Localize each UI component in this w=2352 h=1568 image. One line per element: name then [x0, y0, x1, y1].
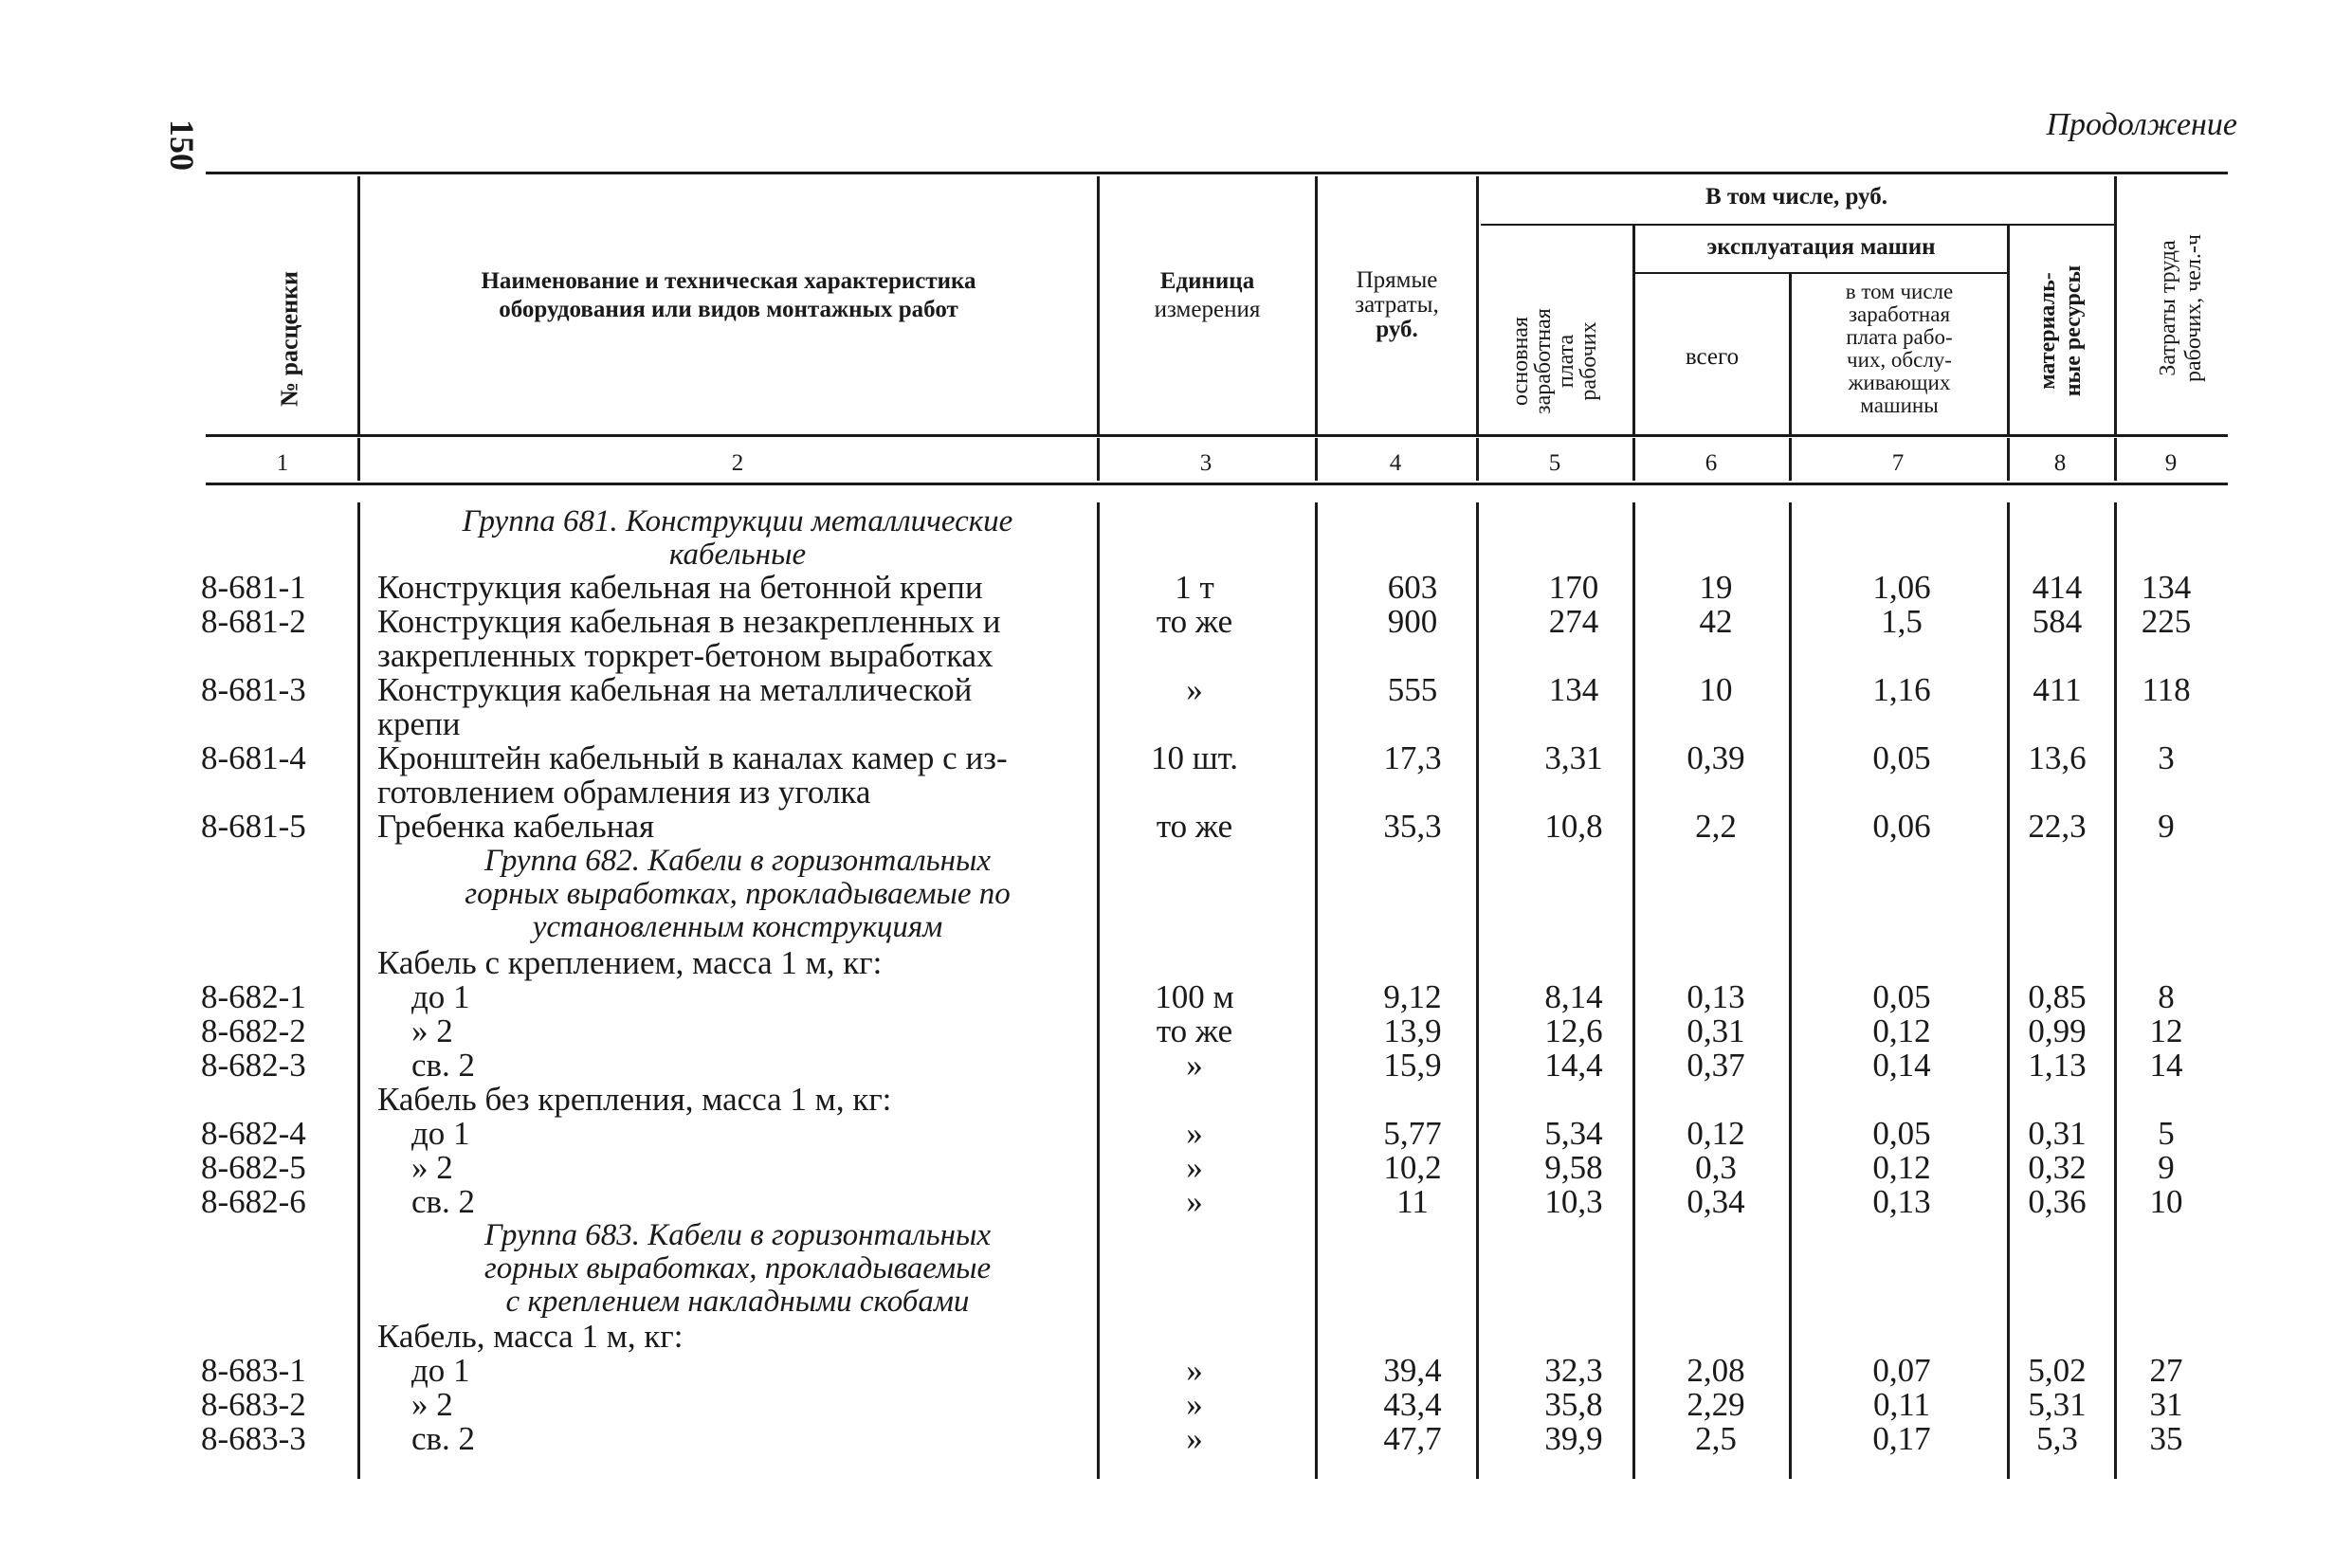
labor: 9: [2158, 808, 2175, 845]
header-bottom-rule: [206, 434, 2228, 437]
direct-costs: 11: [1396, 1183, 1429, 1220]
machines-wages: 0,06: [1872, 808, 1931, 845]
header-col8-line1: материаль-: [2035, 272, 2060, 390]
col-divider-8: [2114, 176, 2117, 434]
machines-total: 0,34: [1687, 1183, 1745, 1220]
item-name: св. 2: [411, 1420, 476, 1457]
group-683-line2: горных выработках, прокладываемые: [483, 1251, 992, 1285]
materials: 411: [2033, 671, 2082, 708]
unit: 10 шт.: [1150, 739, 1239, 776]
header-col9: [2156, 194, 2207, 422]
machines-total: 0,39: [1687, 739, 1745, 776]
direct-costs: 17,3: [1383, 739, 1442, 776]
subhead-text: Кабель, масса 1 м, кг:: [377, 1318, 684, 1355]
group-681-heading: [377, 505, 1098, 572]
item-name: до 1: [411, 1352, 470, 1389]
colnum-divider-1: [357, 438, 360, 481]
direct-costs: 47,7: [1383, 1420, 1442, 1457]
materials: 5,31: [2028, 1386, 2087, 1423]
unit: »: [1186, 671, 1203, 708]
machines-wages: 0,11: [1873, 1386, 1930, 1423]
machines-wages: 0,13: [1872, 1183, 1931, 1220]
unit: то же: [1156, 808, 1233, 845]
materials: 1,13: [2028, 1047, 2087, 1084]
unit: »: [1186, 1352, 1203, 1389]
materials: 22,3: [2028, 808, 2087, 845]
table-row: [0, 980, 2352, 1014]
header-col4: [1318, 268, 1476, 342]
header-col5-line4: рабочих: [1577, 321, 1601, 401]
base-wages: 35,8: [1544, 1386, 1603, 1423]
group-683-heading: [377, 1219, 1098, 1319]
materials: 0,31: [2028, 1115, 2087, 1152]
direct-costs: 39,4: [1383, 1352, 1442, 1389]
header-col3-line2: измерения: [1154, 297, 1261, 322]
header-col5-line1: основная: [1508, 317, 1533, 406]
colnum-1: 1: [276, 450, 289, 476]
unit: »: [1186, 1149, 1203, 1186]
base-wages: 32,3: [1544, 1352, 1603, 1389]
machines-wages: 1,16: [1872, 671, 1931, 708]
base-wages: 39,9: [1544, 1420, 1603, 1457]
labor: 9: [2158, 1149, 2175, 1186]
labor: 35: [2149, 1420, 2183, 1457]
col-divider-4: [1476, 176, 1479, 434]
direct-costs: 603: [1387, 569, 1438, 606]
unit: »: [1186, 1115, 1203, 1152]
header-col5: [1509, 266, 1600, 456]
item-name: до 1: [411, 978, 470, 1015]
machines-total: 0,13: [1687, 978, 1745, 1015]
rate-code: 8-682-1: [201, 978, 306, 1015]
header-col4-line3: руб.: [1376, 317, 1418, 342]
item-name-cont: крепи: [377, 705, 461, 742]
rate-code: 8-682-2: [201, 1012, 306, 1049]
table-row: [0, 741, 2352, 775]
base-wages: 9,58: [1544, 1149, 1603, 1186]
machines-total: 2,29: [1687, 1386, 1745, 1423]
table-row: [0, 673, 2352, 707]
labor: 134: [2141, 569, 2192, 606]
header-col5-line2: заработная: [1531, 308, 1556, 414]
direct-costs: 13,9: [1383, 1012, 1442, 1049]
base-wages: 10,3: [1544, 1183, 1603, 1220]
machines-total: 2,08: [1687, 1352, 1745, 1389]
header-col1: № расценки: [275, 270, 303, 408]
group-681-line1: Группа 681. Конструкции металлические: [462, 504, 1013, 538]
labor: 14: [2149, 1047, 2183, 1084]
header-col8-line2: ные ресурсы: [2061, 264, 2086, 397]
header-col3: [1100, 267, 1315, 324]
item-name-cont: закрепленных торкрет-бетоном выработках: [377, 637, 994, 674]
machines-wages: 0,14: [1872, 1047, 1931, 1084]
group-682-line2: горных выработках, прокладываемые по: [465, 877, 1011, 911]
machines-title-rule: [1632, 272, 2010, 274]
colnum-divider-6: [1789, 438, 1792, 481]
item-name: св. 2: [411, 1183, 476, 1220]
colnum-7: 7: [1891, 450, 1905, 476]
header-col2-line2: оборудования или видов монтажных работ: [499, 297, 958, 322]
group-683-line3: с креплением накладными скобами: [505, 1285, 970, 1319]
materials: 0,85: [2028, 978, 2087, 1015]
base-wages: 3,31: [1544, 739, 1603, 776]
continuation-label: Продолжение: [2046, 107, 2237, 142]
unit: то же: [1156, 603, 1233, 640]
header-col4-line2: затраты,: [1355, 292, 1439, 318]
machines-wages: 0,05: [1872, 739, 1931, 776]
header-col6: всего: [1685, 344, 1740, 370]
group-683-line1: Группа 683. Кабели в горизонтальных: [483, 1218, 992, 1252]
colnum-2: 2: [731, 450, 744, 476]
table-row: [0, 571, 2352, 605]
item-name-cont: готовлением обрамления из уголка: [377, 774, 871, 811]
colnum-divider-2: [1097, 438, 1100, 481]
machines-total: 19: [1699, 569, 1733, 606]
materials: 0,32: [2028, 1149, 2087, 1186]
unit: »: [1186, 1420, 1203, 1457]
rate-code: 8-683-3: [201, 1420, 306, 1457]
direct-costs: 9,12: [1383, 978, 1442, 1015]
colnum-4: 4: [1389, 450, 1402, 476]
direct-costs: 900: [1387, 603, 1438, 640]
direct-costs: 15,9: [1383, 1047, 1442, 1084]
group-682-line1: Группа 682. Кабели в горизонтальных: [483, 844, 992, 878]
subhead-text: Кабель с креплением, масса 1 м, кг:: [377, 944, 883, 981]
machines-wages: 0,17: [1872, 1420, 1931, 1457]
labor: 8: [2158, 978, 2175, 1015]
group-title-rule: [1481, 224, 2116, 226]
base-wages: 134: [1548, 671, 1599, 708]
item-name: св. 2: [411, 1047, 476, 1084]
machines-total: 2,2: [1695, 808, 1737, 845]
machines-wages: 1,06: [1872, 569, 1931, 606]
item-name: » 2: [411, 1149, 453, 1186]
table-row-continuation: [0, 707, 2352, 741]
base-wages: 14,4: [1544, 1047, 1603, 1084]
table-row: [0, 1422, 2352, 1456]
header-machines-title: эксплуатация машин: [1706, 234, 1936, 260]
materials: 5,3: [2036, 1420, 2078, 1457]
table-row: [0, 1388, 2352, 1422]
colnum-6: 6: [1705, 450, 1718, 476]
base-wages: 12,6: [1544, 1012, 1603, 1049]
unit: то же: [1156, 1012, 1233, 1049]
machines-total: 0,37: [1687, 1047, 1745, 1084]
table-row: [0, 1117, 2352, 1151]
materials: 414: [2032, 569, 2083, 606]
header-col8: [2035, 236, 2087, 426]
labor: 118: [2142, 671, 2191, 708]
table-row: [0, 1151, 2352, 1185]
header-col5-line3: плата: [1554, 334, 1578, 389]
rate-code: 8-681-5: [201, 808, 306, 845]
table-row: [0, 1014, 2352, 1048]
header-col2: [360, 267, 1097, 324]
item-name: » 2: [411, 1012, 453, 1049]
direct-costs: 555: [1387, 671, 1438, 708]
machines-wages: 0,05: [1872, 978, 1931, 1015]
group-682-line3: установленным конструкциям: [532, 910, 943, 944]
unit: »: [1186, 1047, 1203, 1084]
table-row: [0, 1048, 2352, 1083]
item-name: до 1: [411, 1115, 470, 1152]
machines-total: 0,31: [1687, 1012, 1745, 1049]
header-col7-line3: плата рабо-: [1846, 325, 1953, 349]
machines-wages: 0,12: [1872, 1012, 1931, 1049]
labor: 10: [2149, 1183, 2183, 1220]
header-col2-line1: Наименование и техническая характеристика: [481, 268, 976, 294]
labor: 225: [2141, 603, 2192, 640]
col-divider-7: [2007, 226, 2010, 434]
item-name: Конструкция кабельная в незакрепленных и: [377, 603, 1001, 640]
rate-code: 8-682-3: [201, 1047, 306, 1084]
subhead-text: Кабель без крепления, масса 1 м, кг:: [377, 1081, 892, 1118]
header-col7: [1792, 281, 2007, 417]
rate-code: 8-682-4: [201, 1115, 306, 1152]
item-name: » 2: [411, 1386, 453, 1423]
labor: 5: [2158, 1115, 2175, 1152]
subhead: [0, 1083, 2352, 1117]
header-col7-line5: живающих: [1848, 371, 1951, 394]
direct-costs: 10,2: [1383, 1149, 1442, 1186]
item-name: Гребенка кабельная: [377, 808, 655, 845]
rate-code: 8-681-4: [201, 739, 306, 776]
base-wages: 10,8: [1544, 808, 1603, 845]
machines-total: 0,12: [1687, 1115, 1745, 1152]
machines-wages: 0,05: [1872, 1115, 1931, 1152]
colnum-3: 3: [1199, 450, 1212, 476]
machines-total: 0,3: [1695, 1149, 1737, 1186]
colnum-divider-7: [2007, 438, 2010, 481]
table-row: [0, 605, 2352, 639]
colnum-8: 8: [2053, 450, 2067, 476]
unit: »: [1186, 1183, 1203, 1220]
header-col9-line2: рабочих, чел.-ч: [2181, 234, 2206, 382]
item-name: Кронштейн кабельный в каналах камер с из-: [377, 739, 1008, 776]
base-wages: 170: [1548, 569, 1599, 606]
machines-wages: 0,12: [1872, 1149, 1931, 1186]
header-col7-line6: машины: [1860, 393, 1939, 417]
header-col7-line4: чих, обслу-: [1847, 348, 1952, 372]
unit: 1 т: [1175, 569, 1214, 606]
header-col7-line2: заработная: [1848, 302, 1951, 326]
labor: 12: [2149, 1012, 2183, 1049]
table-top-rule: [206, 172, 2228, 174]
unit: 100 м: [1155, 978, 1234, 1015]
header-col9-line1: Затраты труда: [2156, 240, 2180, 376]
table-row: [0, 1185, 2352, 1219]
base-wages: 274: [1548, 603, 1599, 640]
page-number: 150: [163, 119, 201, 171]
labor: 31: [2149, 1386, 2183, 1423]
materials: 584: [2032, 603, 2083, 640]
machines-wages: 0,07: [1872, 1352, 1931, 1389]
colnum-9: 9: [2164, 450, 2178, 476]
materials: 0,36: [2028, 1183, 2087, 1220]
materials: 13,6: [2028, 739, 2087, 776]
colnum-divider-4: [1476, 438, 1479, 481]
colnum-divider-8: [2114, 438, 2117, 481]
materials: 5,02: [2028, 1352, 2087, 1389]
labor: 3: [2158, 739, 2175, 776]
colnum-divider-3: [1315, 438, 1318, 481]
materials: 0,99: [2028, 1012, 2087, 1049]
machines-total: 2,5: [1695, 1420, 1737, 1457]
rate-code: 8-681-2: [201, 603, 306, 640]
table-row: [0, 810, 2352, 844]
machines-wages: 1,5: [1881, 603, 1923, 640]
header-col4-line1: Прямые: [1356, 267, 1438, 293]
group-682-heading: [377, 845, 1098, 944]
header-col3-line1: Единица: [1159, 268, 1255, 294]
header-col7-line1: в том числе: [1845, 280, 1954, 303]
rate-code: 8-681-3: [201, 671, 306, 708]
group-681-line2: кабельные: [668, 538, 807, 572]
machines-total: 42: [1699, 603, 1733, 640]
table-row-continuation: [0, 639, 2352, 673]
rate-code: 8-682-6: [201, 1183, 306, 1220]
rate-code: 8-681-1: [201, 569, 306, 606]
direct-costs: 43,4: [1383, 1386, 1442, 1423]
subhead: [0, 946, 2352, 980]
unit: »: [1186, 1386, 1203, 1423]
colnum-divider-5: [1632, 438, 1635, 481]
subhead: [0, 1320, 2352, 1354]
base-wages: 8,14: [1544, 978, 1603, 1015]
item-name: Конструкция кабельная на бетонной крепи: [377, 569, 983, 606]
table-row-continuation: [0, 775, 2352, 810]
direct-costs: 35,3: [1383, 808, 1442, 845]
labor: 27: [2149, 1352, 2183, 1389]
colnum-bottom-rule: [206, 483, 2228, 485]
machines-total: 10: [1699, 671, 1733, 708]
rate-code: 8-682-5: [201, 1149, 306, 1186]
direct-costs: 5,77: [1383, 1115, 1442, 1152]
base-wages: 5,34: [1544, 1115, 1603, 1152]
colnum-5: 5: [1548, 450, 1561, 476]
rate-code: 8-683-2: [201, 1386, 306, 1423]
table-row: [0, 1354, 2352, 1388]
rate-code: 8-683-1: [201, 1352, 306, 1389]
item-name: Конструкция кабельная на металлической: [377, 671, 973, 708]
header-group-title: В том числе, руб.: [1705, 184, 1887, 210]
